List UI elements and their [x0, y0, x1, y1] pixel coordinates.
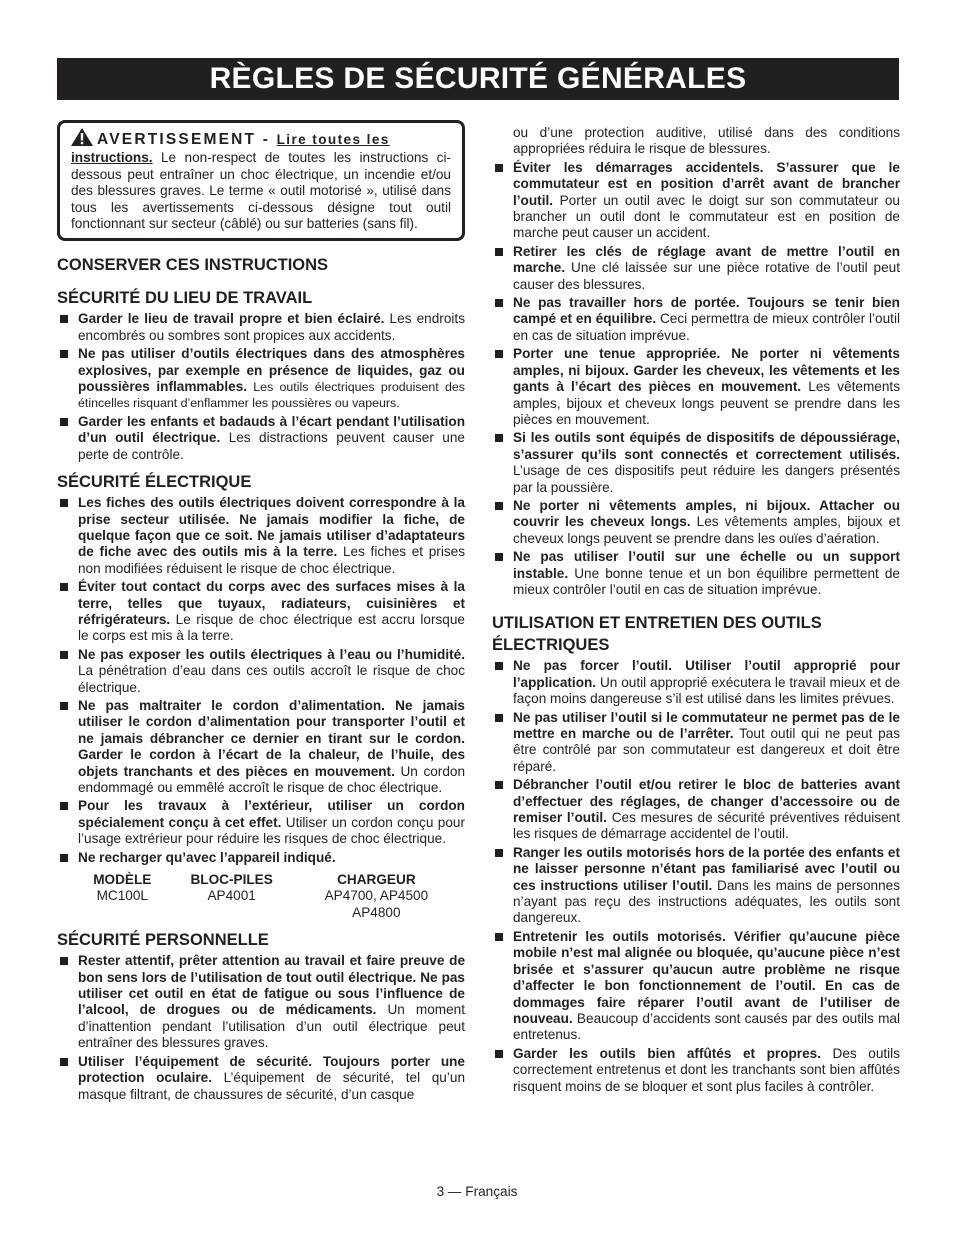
item-text: Utiliser un cordon conçu pour l’usage extrérieur pour réduire les risques de choc électrique. [78, 814, 465, 847]
list-item [57, 579, 465, 645]
table-header-battery: BLOC-PILES [190, 872, 273, 888]
item-text: Porter un outil avec le doigt sur son commutateur ou brancher un outil dont le commutateur est en position de marche peut causer un accident. [513, 192, 900, 241]
item-bold: Débrancher l’outil et/ou retirer le bloc de batteries avant d’effectuer des réglages, de changer d’accessoire ou de remiser l’outil. [513, 777, 900, 826]
list-item [57, 953, 465, 1051]
table-header-model: MODÈLE [93, 872, 152, 888]
list-item [492, 295, 900, 344]
item-bold: Ne pas utiliser d’outils électriques dans des atmosphères explosives, par exemple en présence de liquides, gaz ou poussières inflammables. [78, 346, 465, 395]
item-bold: Ne pas utiliser l’outil si le commutateur ne permet pas de le mettre en marche ou de l’arrêter. [513, 709, 900, 741]
item-text: Les fiches et prises non modifiées réduisent le risque de choc électrique. [78, 544, 466, 576]
item-text: L’usage de ces dispositifs peut réduire les dangers présentés par la poussière. [513, 463, 900, 495]
warning-link-part1: Lire toutes les [276, 132, 390, 147]
item-text: Ceci permettra de mieux contrôler l’outil en cas de situation imprévue. [513, 311, 900, 343]
continuation-text: ou d’une protection auditive, utilisé dans des conditions appropriées réduira le risque de blessures. [513, 125, 900, 157]
tool-use-heading-line2: ÉLECTRIQUES [492, 636, 610, 655]
item-bold: Ranger les outils motorisés hors de la portée des enfants et ne laisser personne n’étant pas familiarisé avec l’outil ou ces instructions utiliser l’outil. [513, 844, 900, 893]
list-item [57, 1054, 465, 1103]
item-text: Dans les mains de personnes n’ayant pas reçu des instructions adéquates, les outils sont dangereux. [513, 877, 900, 926]
list-item [492, 710, 900, 776]
electrical-list [57, 495, 465, 866]
list-item [492, 658, 900, 707]
list-item [492, 549, 900, 598]
table-cell-charger [296, 888, 457, 921]
item-bold: Ne pas exposer les outils électriques à l’eau ou l’humidité. [78, 646, 465, 662]
item-text: Un outil approprié exécutera le travail mieux et de façon moins dangereuse s’il est utilisé dans les limites prévues. [513, 674, 900, 707]
list-item [492, 1046, 900, 1095]
list-item [57, 698, 465, 796]
tool-use-heading [492, 612, 900, 656]
item-text: La pénétration d’eau dans ces outils accroît le risque de choc électrique. [78, 663, 465, 695]
keep-instructions-heading: CONSERVER CES INSTRUCTIONS [57, 256, 329, 275]
warning-link-part2: instructions. [71, 150, 153, 166]
item-bold: Rester attentif, prêter attention au travail et faire preuve de bon sens lors de l’utilisation de tout outil électrique. Ne pas utiliser cet outil en état de fatigue ou sous l’influence de l’alcool, de drogues ou de médicaments. [78, 953, 465, 1018]
item-bold: Les fiches des outils électriques doivent correspondre à la prise secteur utilisée. Ne jamais modifier la fiche, de quelque façon que ce soit. Ne jamais utiliser d’adaptateurs de fiche avec des outils mis à la terre. [78, 495, 465, 560]
item-bold: Garder les enfants et badauds à l’écart pendant l’utilisation d’un outil électrique. [78, 413, 465, 446]
item-bold: Porter une tenue appropriée. Ne porter ni vêtements amples, ni bijoux. Garder les cheveux, les vêtements et les gants à l’écart des pièces en mouvement. [513, 346, 900, 395]
work-area-heading: SÉCURITÉ DU LIEU DE TRAVAIL [57, 289, 313, 308]
item-text: Les vêtements amples, bijoux et cheveux longs peuvent se prendre dans les pièces en mouvement. [513, 379, 900, 427]
item-bold: Retirer les clés de réglage avant de mettre l’outil en marche. [513, 243, 900, 276]
compatibility-table [77, 872, 457, 921]
item-text: Les distractions peuvent causer une perte de contrôle. [78, 430, 465, 462]
list-item [492, 777, 900, 843]
list-item [57, 346, 465, 412]
list-item [57, 495, 465, 577]
item-bold: Éviter tout contact du corps avec des surfaces mises à la terre, telles que tuyaux, radiateurs, cuisinières et réfrigérateurs. [78, 579, 465, 627]
item-bold: Ne pas travailler hors de portée. Toujours se tenir bien campé et en équilibre. [513, 295, 900, 327]
work-area-list [57, 311, 465, 463]
list-item [492, 498, 900, 547]
item-bold: Éviter les démarrages accidentels. S’assurer que le commutateur est en position d’arrêt avant de brancher l’outil. [513, 159, 900, 208]
item-text: Les outils électriques produisent des étincelles risquant d’enflammer les poussières ou vapeurs. [78, 380, 465, 411]
personal-heading: SÉCURITÉ PERSONNELLE [57, 931, 269, 950]
item-bold: Ne porter ni vêtements amples, ni bijoux. Attacher ou couvrir les cheveux longs. [513, 497, 900, 530]
item-bold: Garder le lieu de travail propre et bien éclairé. [78, 311, 385, 327]
item-bold: Si les outils sont équipés de dispositifs de dépoussiérage, s’assurer qu’ils sont connectés et correctement utilisés. [513, 430, 900, 462]
warning-text: Le non-respect de toutes les instructions ci-dessous peut entraîner un choc électrique, un incendie et/ou des blessures graves. Le terme « outil motorisé », utilisé dans tous les avertissements ci-dessous désigne tout outil fonctionnant sur secteur (câblé) ou sur batteries (sans fil). [71, 150, 451, 232]
item-bold: Pour les travaux à l’extérieur, utiliser un cordon spécialement conçu à cet effet. [78, 798, 465, 830]
list-item [57, 647, 465, 696]
charger-line1: AP4700, AP4500 [324, 888, 429, 904]
warning-title: AVERTISSEMENT - [97, 131, 277, 148]
item-text: L’équipement de sécurité, tel qu’un masque filtrant, de chaussures de sécurité, d’un casque [78, 1070, 466, 1102]
charger-line2: AP4800 [352, 904, 401, 920]
list-item [492, 430, 900, 496]
left-column [57, 120, 465, 1105]
electrical-heading: SÉCURITÉ ÉLECTRIQUE [57, 473, 252, 492]
item-bold: Ne recharger qu’avec l’appareil indiqué. [78, 849, 336, 865]
list-item [492, 346, 900, 428]
personal-list [57, 953, 465, 1103]
tool-use-heading-line1: UTILISATION ET ENTRETIEN DES OUTILS [492, 614, 822, 633]
list-item [492, 244, 900, 293]
item-bold: Ne pas maltraiter le cordon d’alimentation. Ne jamais utiliser le cordon d’alimentation pour transporter l’outil et ne jamais débrancher ce dernier en tirant sur le cordon. Garder le cordon à l’écart de la chaleur, de l’huile, des objets tranchants et des pièces en mouvement. [78, 697, 465, 779]
item-text: Les endroits encombrés ou sombres sont propices aux accidents. [78, 311, 465, 343]
item-text: Tout outil qui ne peut pas être contrôlé par son commutateur est dangereux et doit être réparé. [513, 726, 900, 774]
list-item [492, 160, 900, 242]
list-item [57, 311, 465, 344]
table-cell-battery: AP4001 [207, 888, 256, 904]
item-bold: Ne pas forcer l’outil. Utiliser l’outil approprié pour l’application. [513, 658, 900, 690]
warning-box [57, 120, 465, 241]
list-item [57, 798, 465, 847]
list-item [492, 845, 900, 927]
list-item [57, 414, 465, 463]
tool-use-list [492, 658, 900, 1095]
personal-list-continued [492, 160, 900, 599]
item-bold: Entretenir les outils motorisés. Vérifier qu’aucune pièce mobile n’est mal alignée ou bloquée, qu’aucune pièce n’est brisée et s’assurer qu’aucun autre problème ne risque d’affecter le bon fonctionnement de l’outil. En cas de dommages faire réparer l’outil avant de l’utiliser de nouveau. [513, 928, 900, 1026]
right-column [492, 125, 900, 1097]
item-text: Ces mesures de sécurité préventives réduisent les risques de démarrage accidentel de l’outil. [513, 810, 900, 842]
item-text: Des outils correctement entretenus et dont les tranchants sont bien affûtés risquent moins de se bloquer et sont plus faciles à contrôler. [513, 1045, 901, 1094]
item-text: Un moment d’inattention pendant l’utilisation d’un outil électrique peut entraîner des blessures graves. [78, 1002, 465, 1051]
item-text: Un cordon endommagé ou emmêlé accroît le risque de choc électrique. [78, 763, 466, 795]
item-text: Les vêtements amples, bijoux et cheveux longs peuvent se prendre dans les ouïes d’aération. [513, 514, 901, 546]
page-footer: 3 — Français [436, 1184, 518, 1199]
item-text: Une clé laissée sur une pièce rotative de l’outil peut causer des blessures. [513, 260, 900, 292]
list-item [57, 850, 465, 866]
item-bold: Garder les outils bien affûtés et propres. [513, 1045, 821, 1061]
item-text: Beaucoup d’accidents sont causés par des outils mal entretenus. [513, 1010, 900, 1043]
list-item [492, 929, 900, 1044]
item-text: Le risque de choc électrique est accru lorsque le corps est mis à la terre. [78, 611, 465, 644]
item-text: Une bonne tenue et un bon équilibre permettent de mieux contrôler l’outil en cas de situation imprévue. [513, 565, 900, 597]
item-bold: Ne pas utiliser l’outil sur une échelle ou un support instable. [513, 549, 900, 581]
table-header-charger: CHARGEUR [337, 872, 416, 888]
warning-triangle-icon [71, 128, 93, 150]
table-cell-model: MC100L [96, 888, 148, 904]
item-bold: Utiliser l’équipement de sécurité. Toujours porter une protection oculaire. [78, 1053, 465, 1086]
page-title-banner: RÈGLES DE SÉCURITÉ GÉNÉRALES [57, 58, 899, 100]
